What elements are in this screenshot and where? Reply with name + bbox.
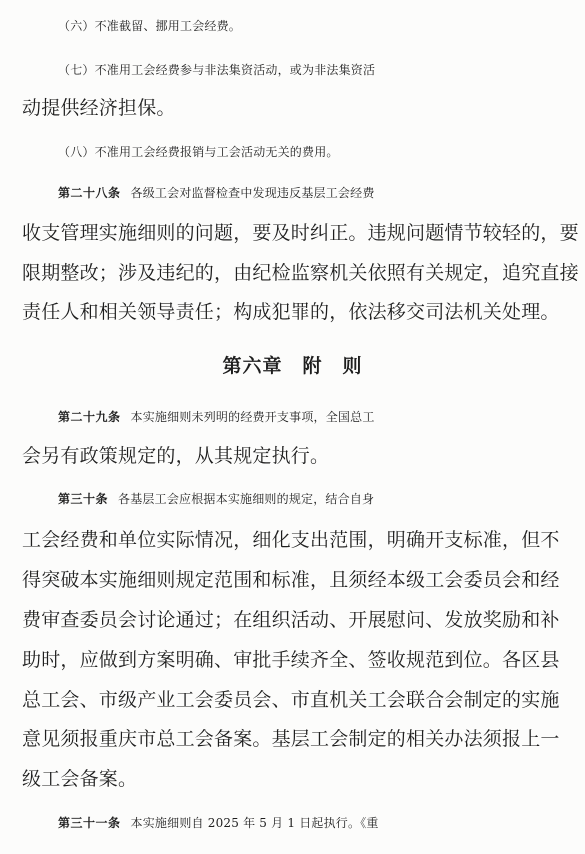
article-30-line-8 <box>22 767 582 791</box>
text-line: （八）不准用工会经费报销与工会活动无关的费用。 <box>58 145 339 159</box>
article-28-line-1 <box>58 181 585 205</box>
article-28-line-2 <box>22 221 582 245</box>
text-line: 责任人和相关领导责任；构成犯罪的，依法移交司法机关处理。 <box>22 301 560 323</box>
chapter-heading: 第六章 附 则 <box>222 355 363 377</box>
clause-6 <box>58 14 585 38</box>
article-number: 第二十九条 <box>58 410 121 424</box>
text-line: 限期整改；涉及违纪的，由纪检监察机关依照有关规定，追究直接 <box>22 262 579 284</box>
text-line: 各基层工会应根据本实施细则的规定，结合自身 <box>118 492 375 506</box>
article-number: 第二十八条 <box>58 186 121 200</box>
clause-7-line-1 <box>58 58 585 82</box>
text-line: 级工会备案。 <box>22 768 138 790</box>
article-number: 第三十一条 <box>58 816 121 830</box>
text-line: 总工会、市级产业工会委员会、市直机关工会联合会制定的实施 <box>22 689 560 711</box>
article-30-line-7 <box>22 727 582 751</box>
text-line: 收支管理实施细则的问题，要及时纠正。违规问题情节较轻的，要 <box>22 222 579 244</box>
text-line: 得突破本实施细则规定范围和标准，且须经本级工会委员会和经 <box>22 569 560 591</box>
article-30-line-5 <box>22 648 582 672</box>
clause-7-line-2 <box>22 96 582 120</box>
article-30-line-4 <box>22 608 582 632</box>
text-line: 助时，应做到方案明确、审批手续齐全、签收规范到位。各区县 <box>22 649 560 671</box>
text-line: 会另有政策规定的，从其规定执行。 <box>22 445 330 467</box>
article-29-line-1 <box>58 405 585 429</box>
text-line: 本实施细则未列明的经费开支事项，全国总工 <box>130 410 375 424</box>
article-30-line-3 <box>22 568 582 592</box>
article-29-line-2 <box>22 444 582 468</box>
article-30-line-2 <box>22 528 582 552</box>
article-28-line-4 <box>22 300 582 324</box>
text-line: 本实施细则自 2025 年 5 月 1 日起执行。《重 <box>130 816 379 830</box>
text-line: （七）不准用工会经费参与非法集资活动，或为非法集资活 <box>58 63 376 77</box>
text-line: 各级工会对监督检查中发现违反基层工会经费 <box>130 186 375 200</box>
text-line: 意见须报重庆市总工会备案。基层工会制定的相关办法须报上一 <box>22 728 560 750</box>
text-line: 工会经费和单位实际情况，细化支出范围，明确开支标准，但不 <box>22 529 560 551</box>
article-31-line-1 <box>58 811 585 835</box>
article-28-line-3 <box>22 261 582 285</box>
text-line: （六）不准截留、挪用工会经费。 <box>58 19 242 33</box>
article-30-line-6 <box>22 688 582 712</box>
article-number: 第三十条 <box>58 492 109 506</box>
text-line: 动提供经济担保。 <box>22 97 176 119</box>
article-30-line-1 <box>58 487 585 511</box>
text-line: 费审查委员会讨论通过；在组织活动、开展慰问、发放奖励和补 <box>22 609 560 631</box>
clause-8 <box>58 140 585 164</box>
